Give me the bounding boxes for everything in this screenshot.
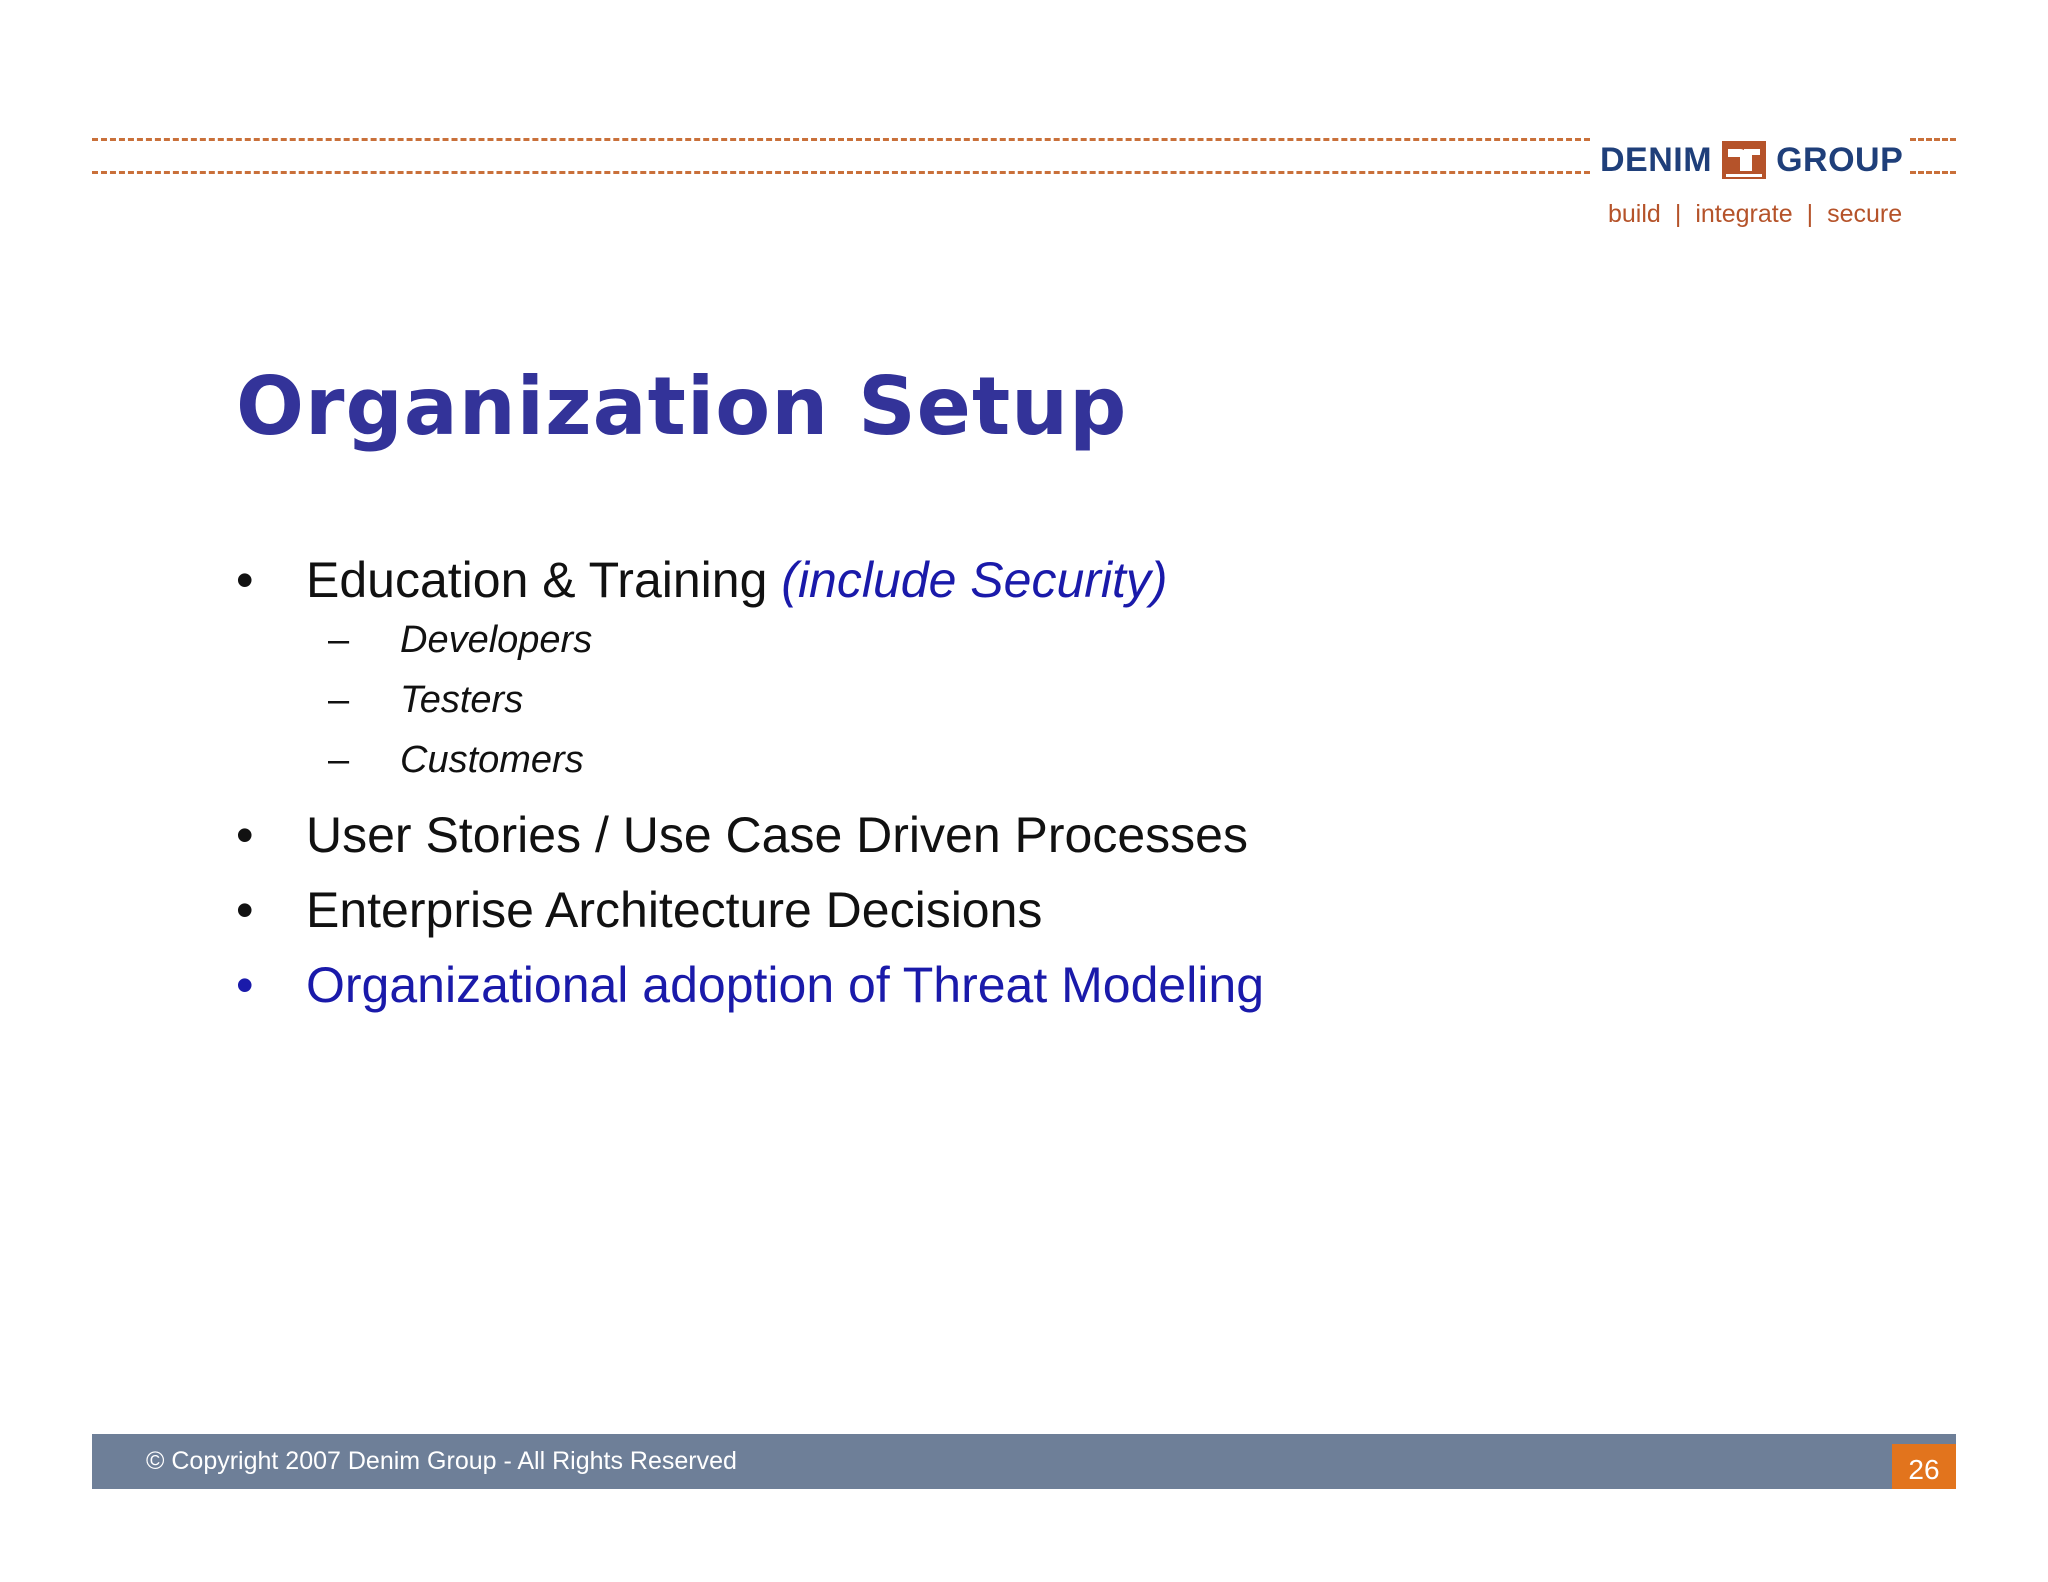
page-number: 26 (1892, 1444, 1956, 1489)
header-dashed-line-bottom (92, 171, 1590, 174)
logo-tagline (1608, 200, 1902, 229)
sub-bullet-text: Testers (400, 679, 524, 721)
tagline-separator: | (1674, 200, 1682, 228)
sub-bullet-marker: – (328, 619, 350, 661)
tagline-secure: secure (1827, 200, 1903, 228)
denim-group-logo-icon (1722, 141, 1766, 179)
slide-title: Organization Setup (236, 360, 1128, 453)
sub-bullet-text: Customers (400, 739, 584, 781)
bullet-marker: • (236, 957, 254, 1013)
sub-bullet-marker: – (328, 679, 350, 721)
bullet-marker: • (236, 552, 254, 608)
header-dashed-line-bottom-right (1910, 171, 1956, 174)
bullet-highlight: (include Security) (781, 552, 1168, 608)
tagline-integrate: integrate (1695, 200, 1793, 228)
footer-bar (92, 1434, 1956, 1489)
header-dashed-line-top (92, 138, 1590, 141)
bullet-text: Education & Training (306, 552, 782, 608)
denim-group-logo (1600, 138, 1903, 182)
copyright-text: © Copyright 2007 Denim Group - All Rights Reserved (146, 1447, 737, 1475)
bullet-text: Organizational adoption of Threat Modeling (306, 957, 1265, 1013)
tagline-build: build (1608, 200, 1661, 228)
bullet-text: User Stories / Use Case Driven Processes (306, 807, 1248, 863)
sub-bullet-text: Developers (400, 619, 593, 661)
header-dashed-line-top-right (1910, 138, 1956, 141)
bullet-marker: • (236, 882, 254, 938)
logo-word-right: GROUP (1776, 140, 1904, 179)
bullet-text: Enterprise Architecture Decisions (306, 882, 1043, 938)
tagline-separator: | (1806, 200, 1814, 228)
sub-bullet-marker: – (328, 739, 350, 781)
bullet-text-container (306, 550, 1168, 610)
logo-word-left: DENIM (1600, 140, 1713, 179)
bullet-marker: • (236, 807, 254, 863)
